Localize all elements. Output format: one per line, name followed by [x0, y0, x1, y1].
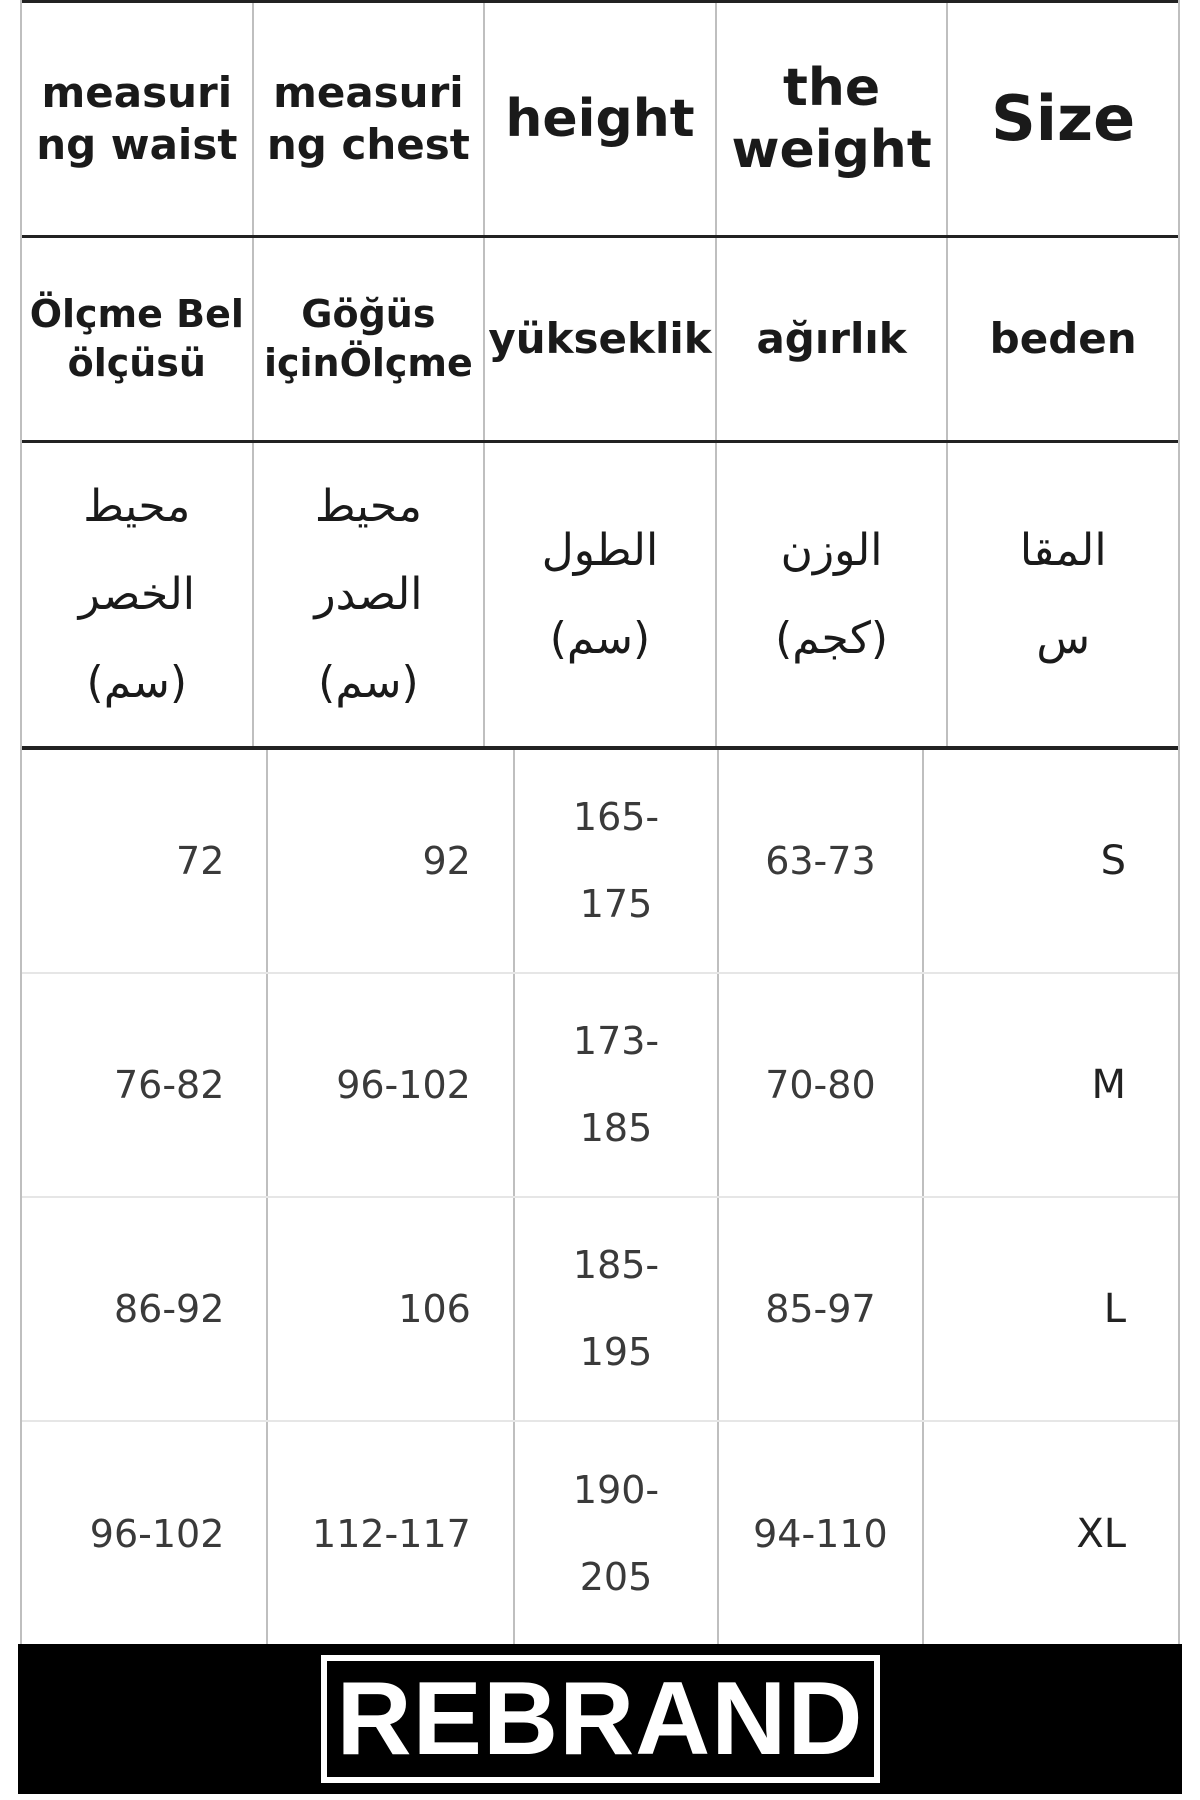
waist-value: 86-92 — [22, 1198, 268, 1420]
height-value — [515, 974, 719, 1196]
height-value-bottom: 175 — [579, 882, 653, 926]
header-waist-en: measuri ng waist — [22, 3, 254, 235]
header-height-en: height — [485, 3, 717, 235]
size-table — [20, 0, 1180, 1646]
weight-value: 94-110 — [719, 1422, 923, 1646]
table-row — [22, 1422, 1178, 1646]
chest-value: 92 — [268, 750, 514, 972]
weight-value: 85-97 — [719, 1198, 923, 1420]
header-row-english — [22, 0, 1178, 238]
height-value-top: 173- — [572, 1018, 660, 1063]
header-height-ar: الطول (سم) — [485, 443, 717, 746]
height-value-top: 190- — [572, 1467, 660, 1512]
height-value — [515, 1422, 719, 1646]
header-chest-tr: Göğüs içinÖlçme — [254, 238, 486, 440]
header-chest-en: measuri ng chest — [254, 3, 486, 235]
height-value-bottom: 205 — [579, 1555, 653, 1599]
height-value — [515, 1198, 719, 1420]
waist-value: 72 — [22, 750, 268, 972]
header-waist-ar: محيط الخصر (سم) — [22, 443, 254, 746]
height-value — [515, 750, 719, 972]
header-weight-en: the weight — [717, 3, 949, 235]
brand-logo-text: REBRAND — [336, 1661, 864, 1777]
height-value-bottom: 195 — [579, 1330, 653, 1374]
brand-footer — [18, 1644, 1182, 1794]
size-value: L — [1103, 1286, 1127, 1332]
header-row-arabic — [22, 443, 1178, 750]
table-row — [22, 974, 1178, 1198]
height-value-bottom: 185 — [579, 1106, 653, 1150]
height-value-top: 185- — [572, 1242, 660, 1287]
size-value: S — [1100, 838, 1127, 884]
waist-value: 96-102 — [22, 1422, 268, 1646]
header-weight-ar: الوزن (كجم) — [717, 443, 949, 746]
waist-value: 76-82 — [22, 974, 268, 1196]
header-size-en: Size — [991, 82, 1136, 156]
chest-value: 106 — [268, 1198, 514, 1420]
size-value: XL — [1076, 1511, 1127, 1557]
size-value: M — [1091, 1062, 1127, 1108]
weight-value: 63-73 — [719, 750, 923, 972]
header-size-tr: beden — [989, 313, 1137, 363]
header-height-tr: yükseklik — [485, 238, 717, 440]
height-value-top: 165- — [572, 794, 660, 839]
weight-value: 70-80 — [719, 974, 923, 1196]
chest-value: 96-102 — [268, 974, 514, 1196]
brand-logo — [321, 1655, 880, 1783]
header-row-turkish — [22, 238, 1178, 443]
header-size-ar: المقا س — [1019, 524, 1107, 664]
table-row — [22, 1198, 1178, 1422]
table-row — [22, 750, 1178, 974]
chest-value: 112-117 — [268, 1422, 514, 1646]
header-weight-tr: ağırlık — [717, 238, 949, 440]
header-chest-ar: محيط الصدر (سم) — [254, 443, 486, 746]
header-waist-tr: Ölçme Bel ölçüsü — [22, 238, 254, 440]
